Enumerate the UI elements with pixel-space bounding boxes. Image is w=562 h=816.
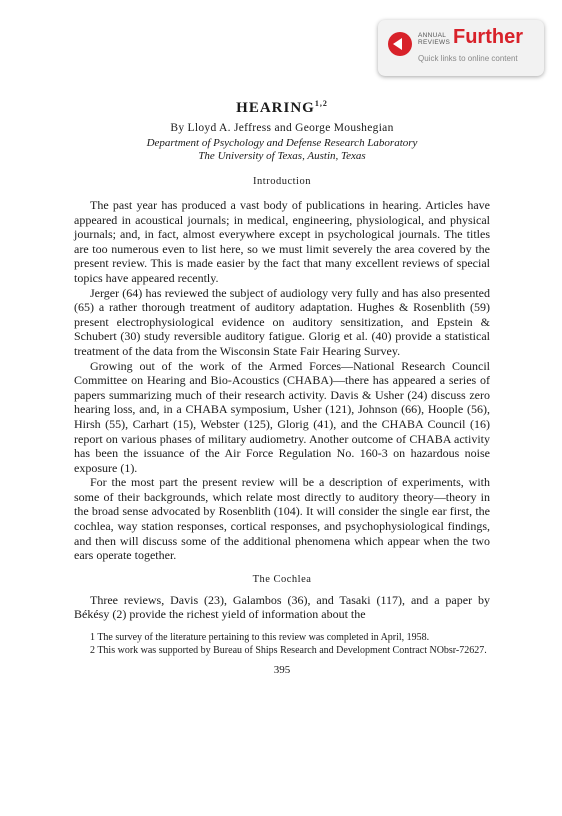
body-paragraph: Growing out of the work of the Armed Forces—National Research Council Committee on Hearing and Bio-Acoustics (CHABA)—there has appeared a series of papers summarizing much of their research activity. Davis & Usher (24) discuss zero hearing loss, and, in a CHABA symposium, Usher (121), Johnson (66), Hoople (56), Hirsh (55), Carhart (15), Webster (125), Glorig (41), and the CHABA Council (16) report on various phases of military audiometry. Another outcome of CHABA activity has been the issuance of the Air Force Regulation No. 160-3 on hazardous noise exposure (1). <box>74 358 490 475</box>
affiliation-department: Department of Psychology and Defense Research Laboratory <box>146 137 418 149</box>
author-line: By Lloyd A. Jeffress and George Moushegian <box>170 122 394 134</box>
footnote-2: 2 This work was supported by Bureau of Ships Research and Development Contract NObsr-72627. <box>90 644 487 656</box>
title-footnote-marks: 1,2 <box>314 99 328 108</box>
body-paragraph: The past year has produced a vast body of publications in hearing. Articles have appeared in acoustical journals; in medical, engineering, physiological, and physical journals; and, in fact, almost everywhere except in psychological journals. The titles are too numerous even to list here, so we must limit severely the area covered by the present review. This is made easier by the fact that many excellent reviews of special topics have appeared recently. <box>74 198 490 285</box>
article-page <box>74 94 490 676</box>
further-badge[interactable] <box>378 20 544 76</box>
back-arrow-icon <box>388 32 412 56</box>
body-paragraph: Three reviews, Davis (23), Galambos (36), and Tasaki (117), and a paper by Békésy (2) provide the richest yield of information about the <box>74 592 490 622</box>
badge-further-label: Further <box>453 26 523 48</box>
badge-annual-label: ANNUAL <box>418 32 447 39</box>
body-paragraph: Jerger (64) has reviewed the subject of audiology very fully and has also presented (65) a rather thorough treatment of auditory adaptation. Hughes & Rosenblith (59) present electrophysiological evidence on auditory sensitization, and Epstein & Schubert (30) study reversible auditory fatigue. Glorig et al. (40) provide a statistical treatment of the data from the Wisconsin State Fair Hearing Survey. <box>74 285 490 358</box>
badge-reviews-label: REVIEWS <box>418 39 451 46</box>
badge-tagline: Quick links to online content <box>418 54 518 63</box>
footnotes <box>74 632 490 657</box>
article-title: HEARING$^{1,2}$ <box>236 99 328 116</box>
section-heading-cochlea: The Cochlea <box>252 573 312 585</box>
page-number: 395 <box>273 664 291 677</box>
footnote-1: 1 The survey of the literature pertaining to this review was completed in April, 1958. <box>90 632 430 644</box>
affiliation-university: The University of Texas, Austin, Texas <box>198 150 366 162</box>
body-paragraph: For the most part the present review will be a description of experiments, with some of their backgrounds, which relate most directly to auditory theory—theory in the broad sense advocated by Rosenblith (104). It will consider the single ear first, the cochlea, way station responses, cortical responses, and psychophysiological findings, and then will discuss some of the additional phenomena which appear when the two ears operate together. <box>74 475 490 563</box>
section-heading-introduction: Introduction <box>253 176 311 187</box>
